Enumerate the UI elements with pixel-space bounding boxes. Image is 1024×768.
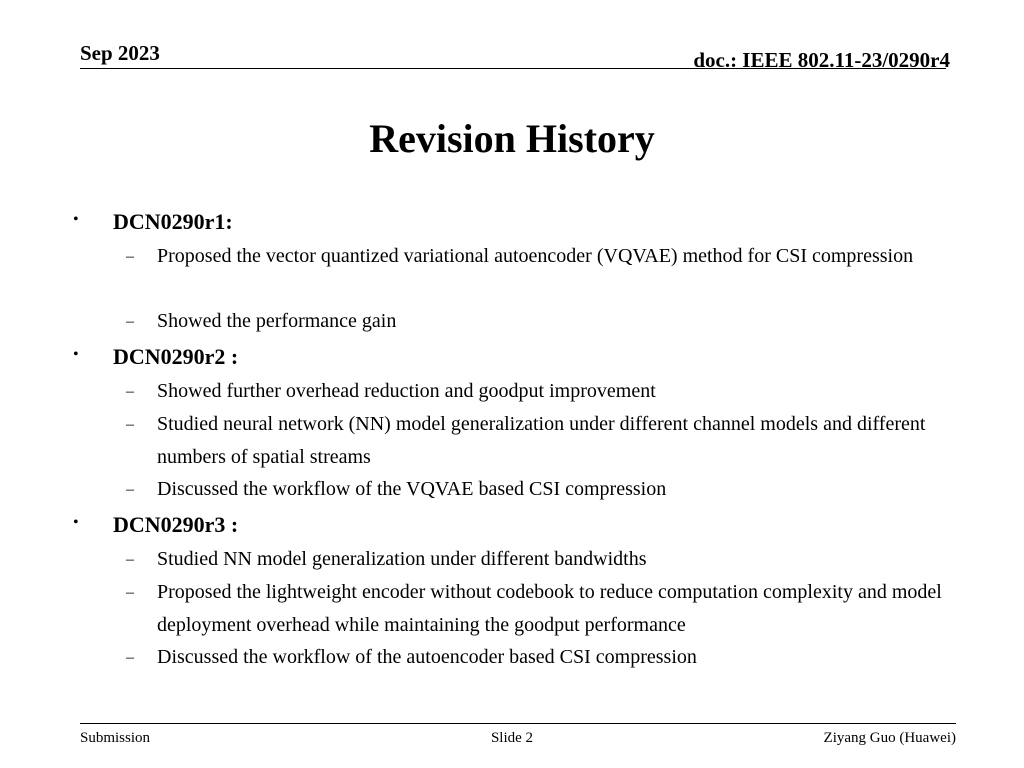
dash-icon: – xyxy=(126,248,134,265)
slide-title: Revision History xyxy=(369,116,655,161)
dash-icon: – xyxy=(126,551,134,568)
dash-icon: – xyxy=(126,416,134,433)
list-item-text: Proposed the lightweight encoder without codebook to reduce computation complexity and model deployment overhead while maintaining the goodput performance xyxy=(157,581,942,636)
header-doc-id: doc.: IEEE 802.11-23/0290r4 xyxy=(693,48,950,72)
footer-submission: Submission xyxy=(80,730,151,746)
section-heading: DCN0290r3 : xyxy=(113,512,239,537)
list-item-text: Discussed the workflow of the VQVAE based CSI compression xyxy=(157,478,667,500)
dash-icon: – xyxy=(126,649,134,666)
list-item-text: Proposed the vector quantized variational autoencoder (VQVAE) method for CSI compression xyxy=(157,245,914,267)
header-divider xyxy=(80,68,946,69)
bullet-icon: • xyxy=(73,346,79,363)
footer-divider xyxy=(80,723,956,724)
footer-slide-number: Slide 2 xyxy=(490,730,534,746)
bullet-icon: • xyxy=(73,514,79,531)
dash-icon: – xyxy=(126,481,134,498)
list-item-text: Showed further overhead reduction and goodput improvement xyxy=(157,380,656,402)
list-item-text: Discussed the workflow of the autoencoder based CSI compression xyxy=(157,646,697,668)
footer-author: Ziyang Guo (Huawei) xyxy=(823,730,956,746)
list-item-text: Studied neural network (NN) model generalization under different channel models and different numbers of spatial streams xyxy=(157,413,926,468)
list-item-text: Studied NN model generalization under different bandwidths xyxy=(157,548,647,570)
section-heading: DCN0290r2 : xyxy=(113,344,239,369)
header-date: Sep 2023 xyxy=(80,41,160,65)
dash-icon: – xyxy=(126,383,134,400)
list-item-text: Showed the performance gain xyxy=(157,310,397,332)
section-heading: DCN0290r1: xyxy=(113,209,233,234)
dash-icon: – xyxy=(126,313,134,330)
bullet-icon: • xyxy=(73,211,79,228)
dash-icon: – xyxy=(126,584,134,601)
